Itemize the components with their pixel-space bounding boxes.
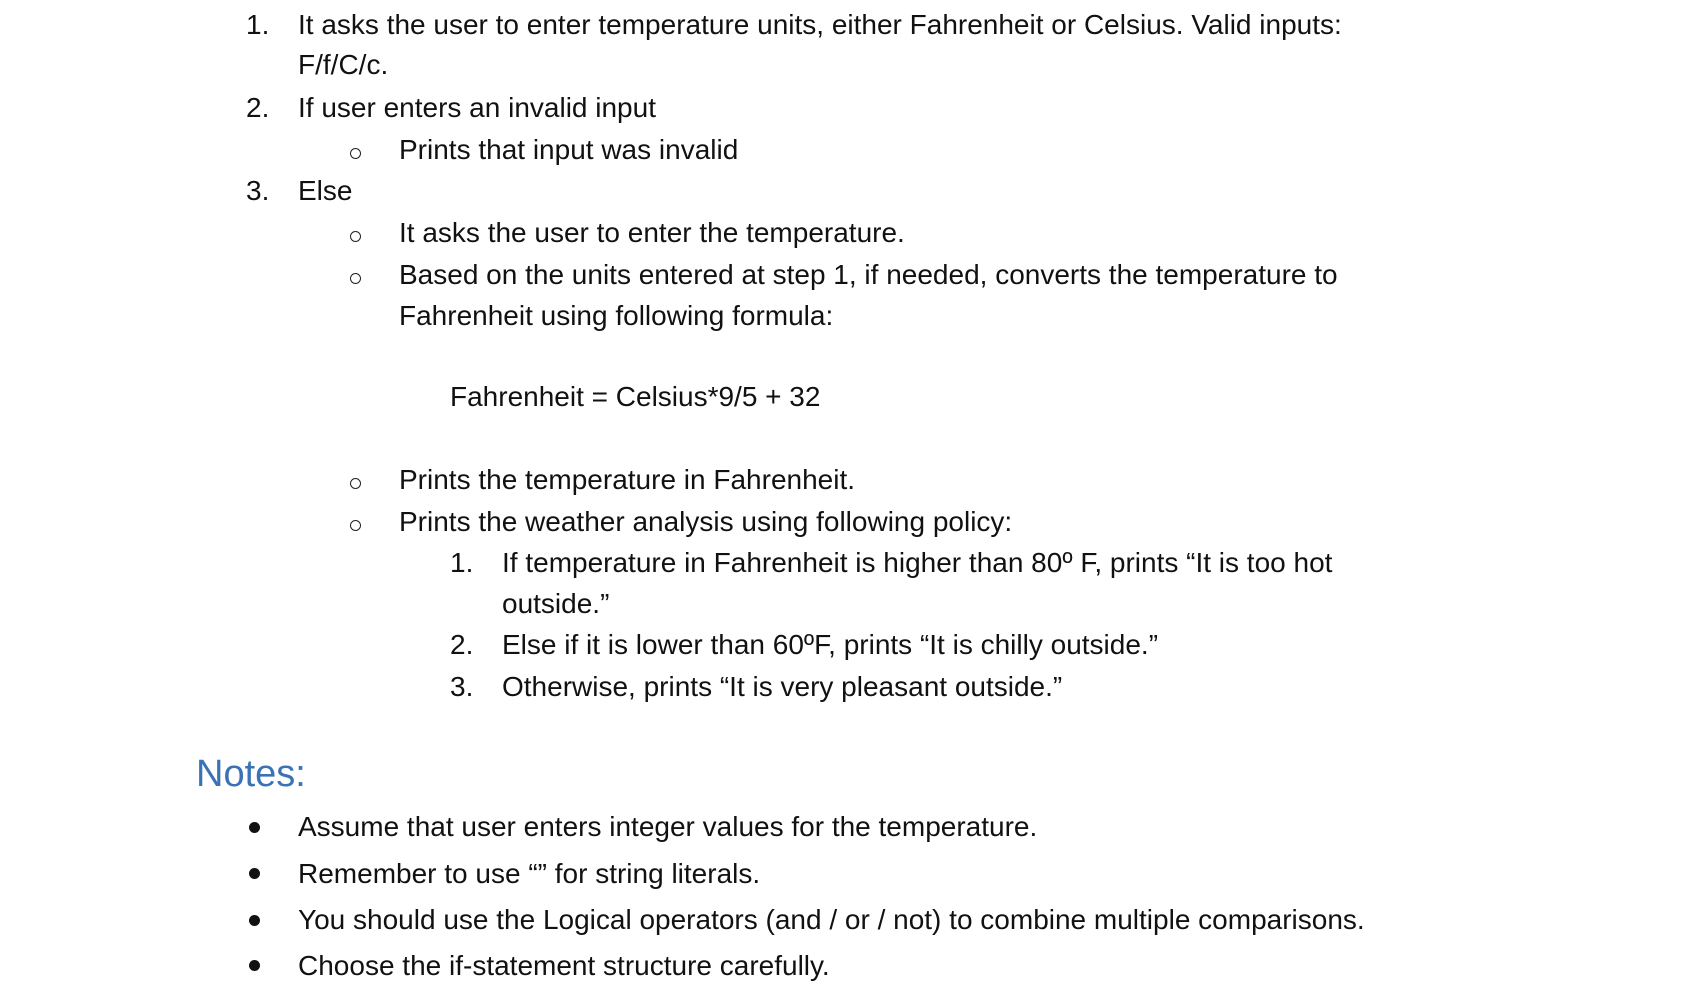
bullet-dot-icon xyxy=(249,960,260,971)
circle-bullet-icon xyxy=(350,148,361,159)
conversion-formula: Fahrenheit = Celsius*9/5 + 32 xyxy=(450,381,821,412)
notes-heading: Notes: xyxy=(196,753,306,795)
policy-3-marker: 3. xyxy=(450,671,474,702)
policy-1-text-line-1: If temperature in Fahrenheit is higher than 80º F, prints “It is too hot xyxy=(502,547,1333,578)
circle-bullet-icon xyxy=(350,478,361,489)
step-3-sub-1-text: It asks the user to enter the temperature. xyxy=(399,217,905,248)
step-3-marker: 3. xyxy=(246,175,270,206)
step-2-marker: 2. xyxy=(246,92,270,123)
note-2-text: Remember to use “” for string literals. xyxy=(298,858,761,889)
step-3-sub-3-text: Prints the temperature in Fahrenheit. xyxy=(399,464,856,495)
step-2-sub-1-text: Prints that input was invalid xyxy=(399,134,739,165)
policy-1-marker: 1. xyxy=(450,547,474,578)
note-4-text: Choose the if-statement structure carefully. xyxy=(298,950,830,981)
note-3-text: You should use the Logical operators (and / or / not) to combine multiple comparisons. xyxy=(298,904,1365,935)
bullet-dot-icon xyxy=(249,915,260,926)
policy-2-marker: 2. xyxy=(450,629,474,660)
step-3-text: Else xyxy=(298,175,353,206)
circle-bullet-icon xyxy=(350,520,361,531)
step-3-sub-4-text: Prints the weather analysis using following policy: xyxy=(399,506,1013,537)
circle-bullet-icon xyxy=(350,231,361,242)
circle-bullet-icon xyxy=(350,273,361,284)
step-1-text-line-2: F/f/C/c. xyxy=(298,49,389,80)
step-2-text: If user enters an invalid input xyxy=(298,92,656,123)
note-1-text: Assume that user enters integer values for the temperature. xyxy=(298,811,1038,842)
step-1-text-line-1: It asks the user to enter temperature units, either Fahrenheit or Celsius. Valid inputs: xyxy=(298,9,1342,40)
bullet-dot-icon xyxy=(249,868,260,879)
policy-2-text: Else if it is lower than 60ºF, prints “It is chilly outside.” xyxy=(502,629,1159,660)
policy-3-text: Otherwise, prints “It is very pleasant outside.” xyxy=(502,671,1063,702)
step-3-sub-2-text-line-2: Fahrenheit using following formula: xyxy=(399,300,834,331)
bullet-dot-icon xyxy=(249,822,260,833)
step-1-marker: 1. xyxy=(246,9,270,40)
policy-1-text-line-2: outside.” xyxy=(502,588,610,619)
step-3-sub-2-text-line-1: Based on the units entered at step 1, if needed, converts the temperature to xyxy=(399,259,1338,290)
